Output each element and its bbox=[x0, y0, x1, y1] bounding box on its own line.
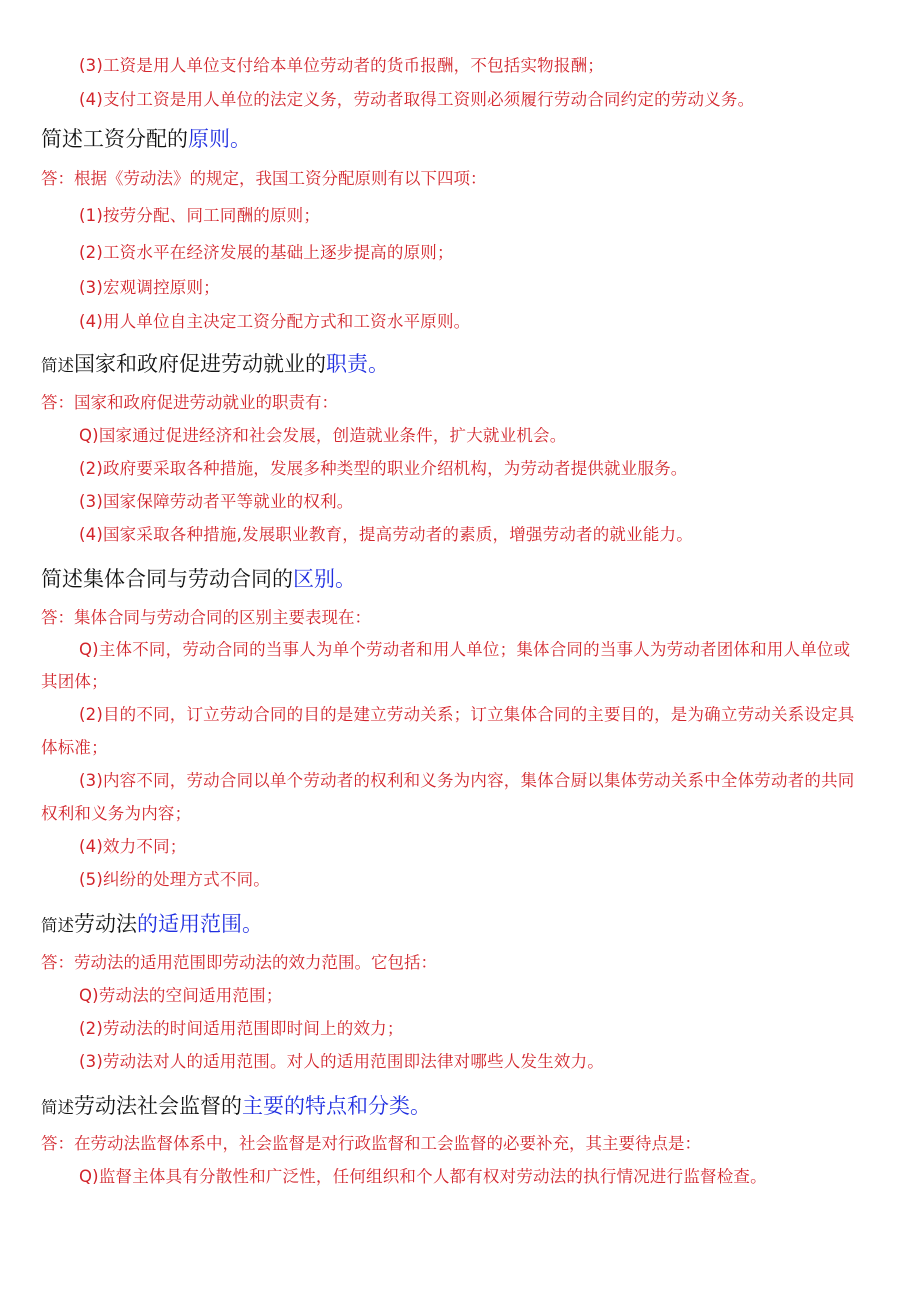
heading-highlight: 职责。 bbox=[326, 352, 389, 376]
list-item: (3)劳动法对人的适用范围。对人的适用范围即法律对哪些人发生效力。 bbox=[79, 1052, 604, 1071]
list-item-continuation: 权利和义务为内容； bbox=[41, 804, 192, 823]
heading-main: 简述工资分配的 bbox=[41, 127, 188, 151]
heading-highlight: 区别。 bbox=[293, 567, 356, 591]
list-item-continuation: 体标准； bbox=[41, 738, 108, 757]
answer-intro: 答：国家和政府促进劳动就业的职责有： bbox=[41, 393, 338, 412]
answer-intro: 答：根据《劳动法》的规定，我国工资分配原则有以下四项： bbox=[41, 169, 487, 188]
heading-prefix: 简述 bbox=[41, 356, 74, 375]
intro-item-4: (4)支付工资是用人单位的法定义务，劳动者取得工资则必须履行劳动合同约定的劳动义务。 bbox=[79, 90, 755, 109]
list-item: (4)用人单位自主决定工资分配方式和工资水平原则。 bbox=[79, 312, 471, 331]
list-item: Q)劳动法的空间适用范围； bbox=[79, 986, 283, 1005]
heading-main: 劳动法 bbox=[74, 912, 137, 936]
list-item: (1)按劳分配、同工同酬的原则； bbox=[79, 206, 321, 225]
answer-intro: 答：劳动法的适用范围即劳动法的效力范围。它包括： bbox=[41, 953, 437, 972]
list-item: (2)目的不同，订立劳动合同的目的是建立劳动关系；订立集体合同的主要目的，是为确立劳动关系设定具 bbox=[79, 705, 855, 724]
list-item: Q)监督主体具有分散性和广泛性，任何组织和个人都有权对劳动法的执行情况进行监督检查。 bbox=[79, 1167, 767, 1186]
heading-highlight: 主要的特点和分类。 bbox=[242, 1094, 431, 1118]
section-heading-contract-differences bbox=[41, 563, 920, 593]
list-item: (2)政府要采取各种措施，发展多种类型的职业介绍机构，为劳动者提供就业服务。 bbox=[79, 459, 688, 478]
list-item: (3)内容不同，劳动合同以单个劳动者的权利和义务为内容，集体合厨以集体劳动关系中全体劳动者的共同 bbox=[79, 771, 855, 790]
heading-prefix: 简述 bbox=[41, 916, 74, 935]
list-item: (3)宏观调控原则； bbox=[79, 278, 220, 297]
section-heading-scope bbox=[41, 908, 920, 938]
section-heading-social-supervision bbox=[41, 1090, 920, 1120]
heading-highlight: 的适用范围。 bbox=[137, 912, 263, 936]
heading-main: 国家和政府促进劳动就业的 bbox=[74, 352, 326, 376]
section-heading-employment-duties bbox=[41, 348, 920, 378]
list-item: (5)纠纷的处理方式不同。 bbox=[79, 870, 270, 889]
answer-intro: 答：在劳动法监督体系中，社会监督是对行政监督和工会监督的必要补充，其主要待点是： bbox=[41, 1134, 701, 1153]
list-item: (2)工资水平在经济发展的基础上逐步提高的原则； bbox=[79, 243, 454, 262]
answer-intro: 答：集体合同与劳动合同的区别主要表现在： bbox=[41, 608, 371, 627]
heading-main: 劳动法社会监督的 bbox=[74, 1094, 242, 1118]
list-item: (4)国家采取各种措施,发展职业教育，提高劳动者的素质，增强劳动者的就业能力。 bbox=[79, 525, 693, 544]
section-heading-wage-principles bbox=[41, 123, 920, 153]
intro-item-3: (3)工资是用人单位支付给本单位劳动者的货币报酬，不包括实物报酬； bbox=[79, 56, 604, 75]
heading-main: 简述集体合同与劳动合同的 bbox=[41, 567, 293, 591]
list-item: Q)国家通过促进经济和社会发展，创造就业条件，扩大就业机会。 bbox=[79, 426, 567, 445]
heading-prefix: 简述 bbox=[41, 1098, 74, 1117]
list-item-continuation: 其团体； bbox=[41, 672, 108, 691]
list-item: Q)主体不同，劳动合同的当事人为单个劳动者和用人单位；集体合同的当事人为劳动者团体和用人单位或 bbox=[79, 640, 851, 659]
list-item: (2)劳动法的时间适用范围即时间上的效力； bbox=[79, 1019, 404, 1038]
list-item: (3)国家保障劳动者平等就业的权利。 bbox=[79, 492, 354, 511]
heading-highlight: 原则。 bbox=[188, 127, 251, 151]
list-item: (4)效力不同； bbox=[79, 837, 187, 856]
